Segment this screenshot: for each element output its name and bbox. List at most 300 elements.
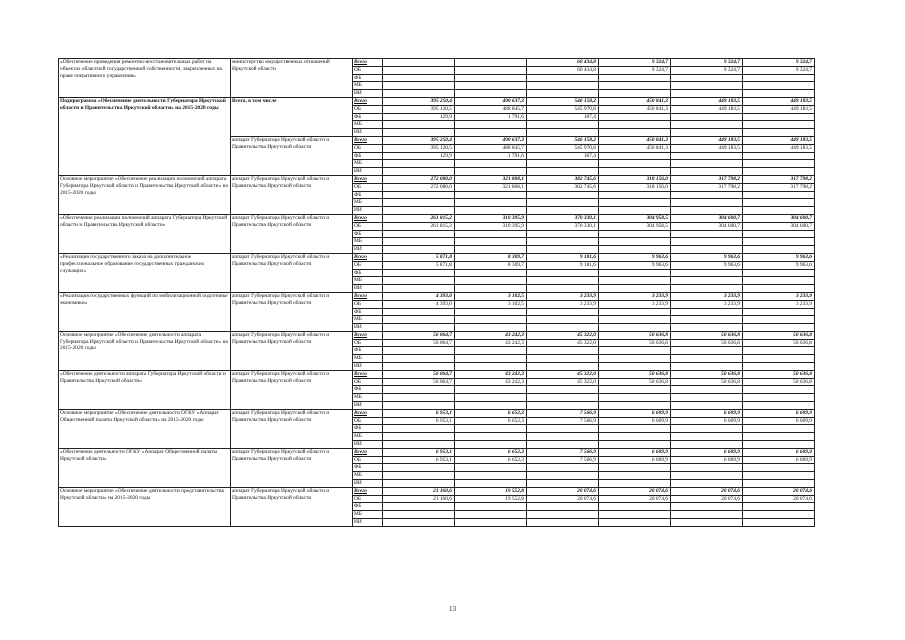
amount-cell	[671, 519, 743, 527]
amount-cell	[455, 246, 527, 254]
amount-cell: 449 183,5	[743, 136, 815, 144]
amount-cell: 9 181,6	[527, 253, 599, 261]
funding-source-cell: ФБ	[353, 347, 383, 355]
funding-source-cell: ФБ	[353, 113, 383, 121]
amount-cell: 56 064,7	[383, 378, 455, 386]
amount-cell	[671, 285, 743, 293]
amount-cell: 6 652,3	[455, 417, 527, 425]
amount-cell	[383, 269, 455, 277]
amount-cell	[743, 74, 815, 82]
amount-cell	[743, 355, 815, 363]
funding-source-cell: ОБ	[353, 222, 383, 230]
amount-cell: 3 233,9	[527, 292, 599, 300]
amount-cell: 3 102,5	[455, 300, 527, 308]
funding-source-cell: МБ	[353, 511, 383, 519]
amount-cell: 50 636,8	[743, 370, 815, 378]
amount-cell: 6 609,9	[743, 456, 815, 464]
funding-source-cell: ФБ	[353, 191, 383, 199]
amount-cell	[599, 168, 671, 176]
funding-source-cell: Всего	[353, 409, 383, 417]
amount-cell	[599, 394, 671, 402]
amount-cell	[671, 347, 743, 355]
amount-cell: 6 609,9	[599, 417, 671, 425]
amount-cell	[527, 129, 599, 137]
amount-cell: 449 183,5	[743, 97, 815, 105]
amount-cell	[599, 285, 671, 293]
funding-source-cell: ИИ	[353, 402, 383, 410]
funding-source-cell: ИИ	[353, 519, 383, 527]
amount-cell	[599, 503, 671, 511]
amount-cell: 19 552,8	[455, 487, 527, 495]
program-name-cell: Основное мероприятие «Обеспечение деятельности аппарата Губернатора Иркутской области и Правительства Иркутской области» на 2015-2020 годы	[59, 331, 231, 370]
amount-cell: 449 183,5	[671, 97, 743, 105]
table-row	[59, 487, 815, 495]
amount-cell: 50 636,8	[671, 378, 743, 386]
amount-cell	[383, 277, 455, 285]
amount-cell	[455, 464, 527, 472]
amount-cell: 6 609,9	[599, 409, 671, 417]
amount-cell	[455, 472, 527, 480]
funding-source-cell: ОБ	[353, 300, 383, 308]
funding-source-cell: МБ	[353, 355, 383, 363]
amount-cell	[599, 152, 671, 160]
amount-cell	[743, 199, 815, 207]
amount-cell	[671, 238, 743, 246]
amount-cell: 450 841,3	[599, 97, 671, 105]
executor-cell: аппарат Губернатора Иркутской области и Правительства Иркутской области	[231, 253, 353, 292]
amount-cell	[383, 129, 455, 137]
funding-source-cell: ИИ	[353, 324, 383, 332]
executor-cell: Всего, в том числе	[231, 97, 353, 136]
funding-source-cell: МБ	[353, 160, 383, 168]
amount-cell	[455, 238, 527, 246]
amount-cell	[455, 160, 527, 168]
program-name-cell: Основное мероприятие «Обеспечение реализации полномочий аппарата Губернатора Иркутской области и Правительства Иркутской области» на 2015-2020 годы	[59, 175, 231, 214]
amount-cell: 310 395,9	[455, 222, 527, 230]
amount-cell	[383, 238, 455, 246]
amount-cell	[527, 472, 599, 480]
amount-cell	[743, 121, 815, 129]
amount-cell	[455, 324, 527, 332]
amount-cell	[527, 480, 599, 488]
amount-cell: 4 393,0	[383, 300, 455, 308]
amount-cell: 9 963,6	[671, 261, 743, 269]
funding-source-cell: Всего	[353, 214, 383, 222]
amount-cell	[383, 230, 455, 238]
amount-cell: 6 609,9	[599, 448, 671, 456]
amount-cell	[671, 511, 743, 519]
funding-source-cell: Всего	[353, 370, 383, 378]
amount-cell	[743, 464, 815, 472]
amount-cell: 9 963,6	[743, 253, 815, 261]
funding-source-cell: МБ	[353, 121, 383, 129]
amount-cell	[671, 160, 743, 168]
amount-cell	[599, 269, 671, 277]
amount-cell	[455, 90, 527, 98]
amount-cell	[743, 129, 815, 137]
amount-cell: 20 074,6	[671, 495, 743, 503]
amount-cell	[599, 277, 671, 285]
amount-cell	[527, 355, 599, 363]
amount-cell	[383, 74, 455, 82]
amount-cell	[599, 113, 671, 121]
table-row	[59, 175, 815, 183]
amount-cell	[455, 168, 527, 176]
funding-source-cell: Всего	[353, 487, 383, 495]
funding-source-cell: Всего	[353, 136, 383, 144]
funding-source-cell: Всего	[353, 292, 383, 300]
amount-cell	[383, 347, 455, 355]
amount-cell	[599, 363, 671, 371]
funding-source-cell: ОБ	[353, 66, 383, 74]
amount-cell	[383, 386, 455, 394]
amount-cell	[527, 316, 599, 324]
amount-cell: 6 609,9	[671, 409, 743, 417]
amount-cell	[383, 363, 455, 371]
amount-cell: 20 074,6	[743, 495, 815, 503]
amount-cell	[383, 441, 455, 449]
amount-cell: 321 808,1	[455, 175, 527, 183]
amount-cell	[743, 363, 815, 371]
amount-cell	[383, 285, 455, 293]
funding-source-cell: ИИ	[353, 246, 383, 254]
amount-cell: 4 393,0	[383, 292, 455, 300]
program-name-cell: «Обеспечение реализации полномочий аппарата Губернатора Иркутской области и Правительства Иркутской области»	[59, 214, 231, 253]
table-row	[59, 292, 815, 300]
amount-cell: 317 798,2	[671, 183, 743, 191]
funding-source-cell: ФБ	[353, 230, 383, 238]
table-row	[59, 331, 815, 339]
amount-cell: 9 963,6	[671, 253, 743, 261]
amount-cell: 20 074,6	[671, 487, 743, 495]
amount-cell	[671, 191, 743, 199]
amount-cell	[383, 207, 455, 215]
amount-cell	[743, 168, 815, 176]
amount-cell	[743, 402, 815, 410]
amount-cell: 395 250,4	[383, 136, 455, 144]
funding-source-cell: Всего	[353, 59, 383, 67]
funding-source-cell: ИИ	[353, 129, 383, 137]
amount-cell	[671, 324, 743, 332]
amount-cell	[455, 82, 527, 90]
amount-cell: 382 745,6	[527, 175, 599, 183]
amount-cell	[743, 441, 815, 449]
amount-cell	[743, 324, 815, 332]
amount-cell	[455, 316, 527, 324]
amount-cell	[743, 425, 815, 433]
amount-cell: 449 183,5	[671, 144, 743, 152]
amount-cell: 6 609,9	[743, 417, 815, 425]
amount-cell: 272 080,0	[383, 175, 455, 183]
amount-cell	[671, 277, 743, 285]
executor-cell: аппарат Губернатора Иркутской области и Правительства Иркутской области	[231, 487, 353, 526]
amount-cell: 3 233,9	[743, 292, 815, 300]
table-row	[59, 448, 815, 456]
amount-cell: 56 064,7	[383, 370, 455, 378]
amount-cell: 45 322,0	[527, 370, 599, 378]
executor-cell: аппарат Губернатора Иркутской области и Правительства Иркутской области	[231, 292, 353, 331]
amount-cell: 6 609,9	[599, 456, 671, 464]
amount-cell	[671, 82, 743, 90]
amount-cell	[671, 113, 743, 121]
amount-cell	[383, 90, 455, 98]
amount-cell	[599, 160, 671, 168]
funding-source-cell: ОБ	[353, 417, 383, 425]
amount-cell	[383, 503, 455, 511]
amount-cell	[527, 511, 599, 519]
amount-cell	[671, 246, 743, 254]
amount-cell: 50 636,8	[671, 331, 743, 339]
amount-cell	[671, 464, 743, 472]
amount-cell: 50 636,8	[599, 370, 671, 378]
funding-source-cell: МБ	[353, 199, 383, 207]
funding-source-cell: Всего	[353, 175, 383, 183]
amount-cell	[455, 308, 527, 316]
amount-cell: 3 233,9	[527, 300, 599, 308]
amount-cell: 45 322,0	[527, 339, 599, 347]
amount-cell: 317 798,2	[743, 183, 815, 191]
amount-cell: 449 183,5	[743, 144, 815, 152]
amount-cell: 450 841,3	[599, 136, 671, 144]
funding-source-cell: ИИ	[353, 480, 383, 488]
amount-cell: 9 324,7	[671, 66, 743, 74]
amount-cell	[743, 503, 815, 511]
amount-cell	[527, 441, 599, 449]
amount-cell	[383, 316, 455, 324]
amount-cell: 20 074,6	[743, 487, 815, 495]
amount-cell	[599, 441, 671, 449]
funding-source-cell: ФБ	[353, 503, 383, 511]
amount-cell	[455, 511, 527, 519]
amount-cell	[383, 59, 455, 67]
funding-source-cell: Всего	[353, 253, 383, 261]
amount-cell	[527, 277, 599, 285]
amount-cell	[455, 394, 527, 402]
amount-cell: 50 636,8	[743, 331, 815, 339]
amount-cell	[383, 121, 455, 129]
table-row	[59, 214, 815, 222]
amount-cell: 6 953,1	[383, 456, 455, 464]
amount-cell: 304 600,7	[671, 214, 743, 222]
table-row	[59, 253, 815, 261]
amount-cell	[671, 129, 743, 137]
amount-cell	[527, 519, 599, 527]
amount-cell: 20 074,6	[527, 495, 599, 503]
amount-cell: 7 566,9	[527, 409, 599, 417]
amount-cell: 382 745,6	[527, 183, 599, 191]
amount-cell: 9 324,7	[743, 59, 815, 67]
amount-cell: 50 636,8	[671, 370, 743, 378]
amount-cell	[527, 90, 599, 98]
amount-cell	[743, 238, 815, 246]
amount-cell	[599, 316, 671, 324]
amount-cell	[671, 433, 743, 441]
amount-cell	[743, 113, 815, 121]
amount-cell	[383, 82, 455, 90]
amount-cell	[671, 363, 743, 371]
program-name-cell: «Обеспечение деятельности ОГКУ «Аппарат Общественной палаты Иркутской области»	[59, 448, 231, 487]
program-name-cell: Основное мероприятие «Обеспечение деятельности ОГКУ «Аппарат Общественной палаты Иркутской области» на 2015-2020 годы	[59, 409, 231, 448]
amount-cell	[527, 308, 599, 316]
amount-cell: 395 120,5	[383, 144, 455, 152]
amount-cell: 56 064,7	[383, 339, 455, 347]
amount-cell	[455, 441, 527, 449]
funding-source-cell: МБ	[353, 316, 383, 324]
amount-cell	[671, 425, 743, 433]
amount-cell: 20 074,6	[599, 495, 671, 503]
amount-cell	[527, 386, 599, 394]
amount-cell	[743, 82, 815, 90]
amount-cell: 546 158,2	[527, 97, 599, 105]
amount-cell: 3 233,9	[599, 292, 671, 300]
amount-cell	[599, 82, 671, 90]
amount-cell: 318 156,0	[599, 183, 671, 191]
amount-cell: 304 600,7	[743, 214, 815, 222]
budget-table	[58, 58, 815, 527]
amount-cell	[455, 425, 527, 433]
amount-cell	[743, 160, 815, 168]
amount-cell: 8 309,7	[455, 261, 527, 269]
funding-source-cell: ОБ	[353, 339, 383, 347]
amount-cell	[455, 433, 527, 441]
amount-cell	[527, 402, 599, 410]
executor-cell: аппарат Губернатора Иркутской области и Правительства Иркутской области	[231, 370, 353, 409]
funding-source-cell: ОБ	[353, 378, 383, 386]
amount-cell	[383, 433, 455, 441]
amount-cell: 21 160,6	[383, 495, 455, 503]
amount-cell: 19 552,8	[455, 495, 527, 503]
amount-cell	[671, 199, 743, 207]
amount-cell	[527, 394, 599, 402]
amount-cell: 449 183,5	[671, 105, 743, 113]
amount-cell: 187,4	[527, 152, 599, 160]
funding-source-cell: ОБ	[353, 495, 383, 503]
amount-cell	[527, 207, 599, 215]
funding-source-cell: ОБ	[353, 183, 383, 191]
funding-source-cell: ОБ	[353, 144, 383, 152]
funding-source-cell: МБ	[353, 238, 383, 246]
amount-cell	[383, 160, 455, 168]
amount-cell	[743, 519, 815, 527]
program-name-cell: «Обеспечение деятельности аппарата Губернатора Иркутской области и Правительства Иркутской области»	[59, 370, 231, 409]
amount-cell	[455, 285, 527, 293]
amount-cell: 50 636,8	[671, 339, 743, 347]
executor-cell: аппарат Губернатора Иркутской области и Правительства Иркутской области	[231, 331, 353, 370]
amount-cell: 7 566,9	[527, 448, 599, 456]
amount-cell	[671, 386, 743, 394]
amount-cell	[671, 441, 743, 449]
page-number: 13	[449, 605, 456, 613]
amount-cell: 488 845,7	[455, 105, 527, 113]
funding-source-cell: ИИ	[353, 285, 383, 293]
amount-cell: 6 652,3	[455, 456, 527, 464]
amount-cell	[743, 472, 815, 480]
funding-source-cell: ФБ	[353, 386, 383, 394]
amount-cell	[743, 386, 815, 394]
amount-cell: 6 609,9	[671, 417, 743, 425]
amount-cell: 7 566,9	[527, 417, 599, 425]
amount-cell	[599, 90, 671, 98]
amount-cell	[383, 66, 455, 74]
amount-cell: 9 324,7	[599, 66, 671, 74]
amount-cell	[383, 519, 455, 527]
amount-cell	[383, 199, 455, 207]
amount-cell	[671, 355, 743, 363]
amount-cell	[455, 207, 527, 215]
amount-cell	[455, 480, 527, 488]
amount-cell: 50 636,8	[599, 331, 671, 339]
amount-cell	[743, 394, 815, 402]
amount-cell	[599, 121, 671, 129]
amount-cell	[599, 230, 671, 238]
amount-cell	[383, 168, 455, 176]
amount-cell: 43 242,3	[455, 370, 527, 378]
funding-source-cell: ФБ	[353, 425, 383, 433]
program-name-cell: Подпрограмма «Обеспечение деятельности Губернатора Иркутской области и Правительства Иркутской области» на 2015-2020 годы	[59, 97, 231, 175]
amount-cell: 50 636,8	[599, 339, 671, 347]
funding-source-cell: Всего	[353, 448, 383, 456]
amount-cell: 6 609,9	[743, 409, 815, 417]
amount-cell: 50 636,8	[599, 378, 671, 386]
amount-cell	[599, 347, 671, 355]
funding-source-cell: МБ	[353, 472, 383, 480]
amount-cell	[743, 277, 815, 285]
funding-source-cell: ФБ	[353, 269, 383, 277]
amount-cell	[599, 386, 671, 394]
funding-source-cell: ФБ	[353, 74, 383, 82]
amount-cell: 6 953,1	[383, 409, 455, 417]
amount-cell	[599, 246, 671, 254]
program-name-cell: Основное мероприятие «Обеспечение деятельности представительства Иркутской области» на 2015-2020 годы	[59, 487, 231, 526]
amount-cell	[671, 480, 743, 488]
amount-cell	[599, 472, 671, 480]
amount-cell	[527, 74, 599, 82]
amount-cell: 488 845,7	[455, 144, 527, 152]
amount-cell: 261 815,2	[383, 222, 455, 230]
executor-cell: аппарат Губернатора Иркутской области и Правительства Иркутской области	[231, 136, 353, 175]
amount-cell: 50 636,8	[743, 339, 815, 347]
amount-cell	[527, 230, 599, 238]
amount-cell: 1 791,6	[455, 152, 527, 160]
amount-cell	[743, 207, 815, 215]
amount-cell	[527, 363, 599, 371]
amount-cell	[599, 308, 671, 316]
table-row	[59, 370, 815, 378]
amount-cell: 43 242,3	[455, 378, 527, 386]
amount-cell: 370 330,1	[527, 222, 599, 230]
amount-cell	[671, 503, 743, 511]
amount-cell	[671, 316, 743, 324]
amount-cell	[671, 308, 743, 316]
amount-cell	[599, 464, 671, 472]
amount-cell	[599, 74, 671, 82]
amount-cell	[455, 347, 527, 355]
amount-cell	[743, 285, 815, 293]
amount-cell: 304 958,5	[599, 214, 671, 222]
amount-cell	[599, 324, 671, 332]
amount-cell: 490 637,3	[455, 97, 527, 105]
amount-cell: 545 970,8	[527, 105, 599, 113]
amount-cell	[671, 230, 743, 238]
amount-cell	[383, 191, 455, 199]
amount-cell	[383, 425, 455, 433]
funding-source-cell: ИИ	[353, 207, 383, 215]
amount-cell	[527, 425, 599, 433]
amount-cell	[527, 238, 599, 246]
table-row	[59, 59, 815, 67]
amount-cell	[599, 129, 671, 137]
amount-cell	[383, 464, 455, 472]
